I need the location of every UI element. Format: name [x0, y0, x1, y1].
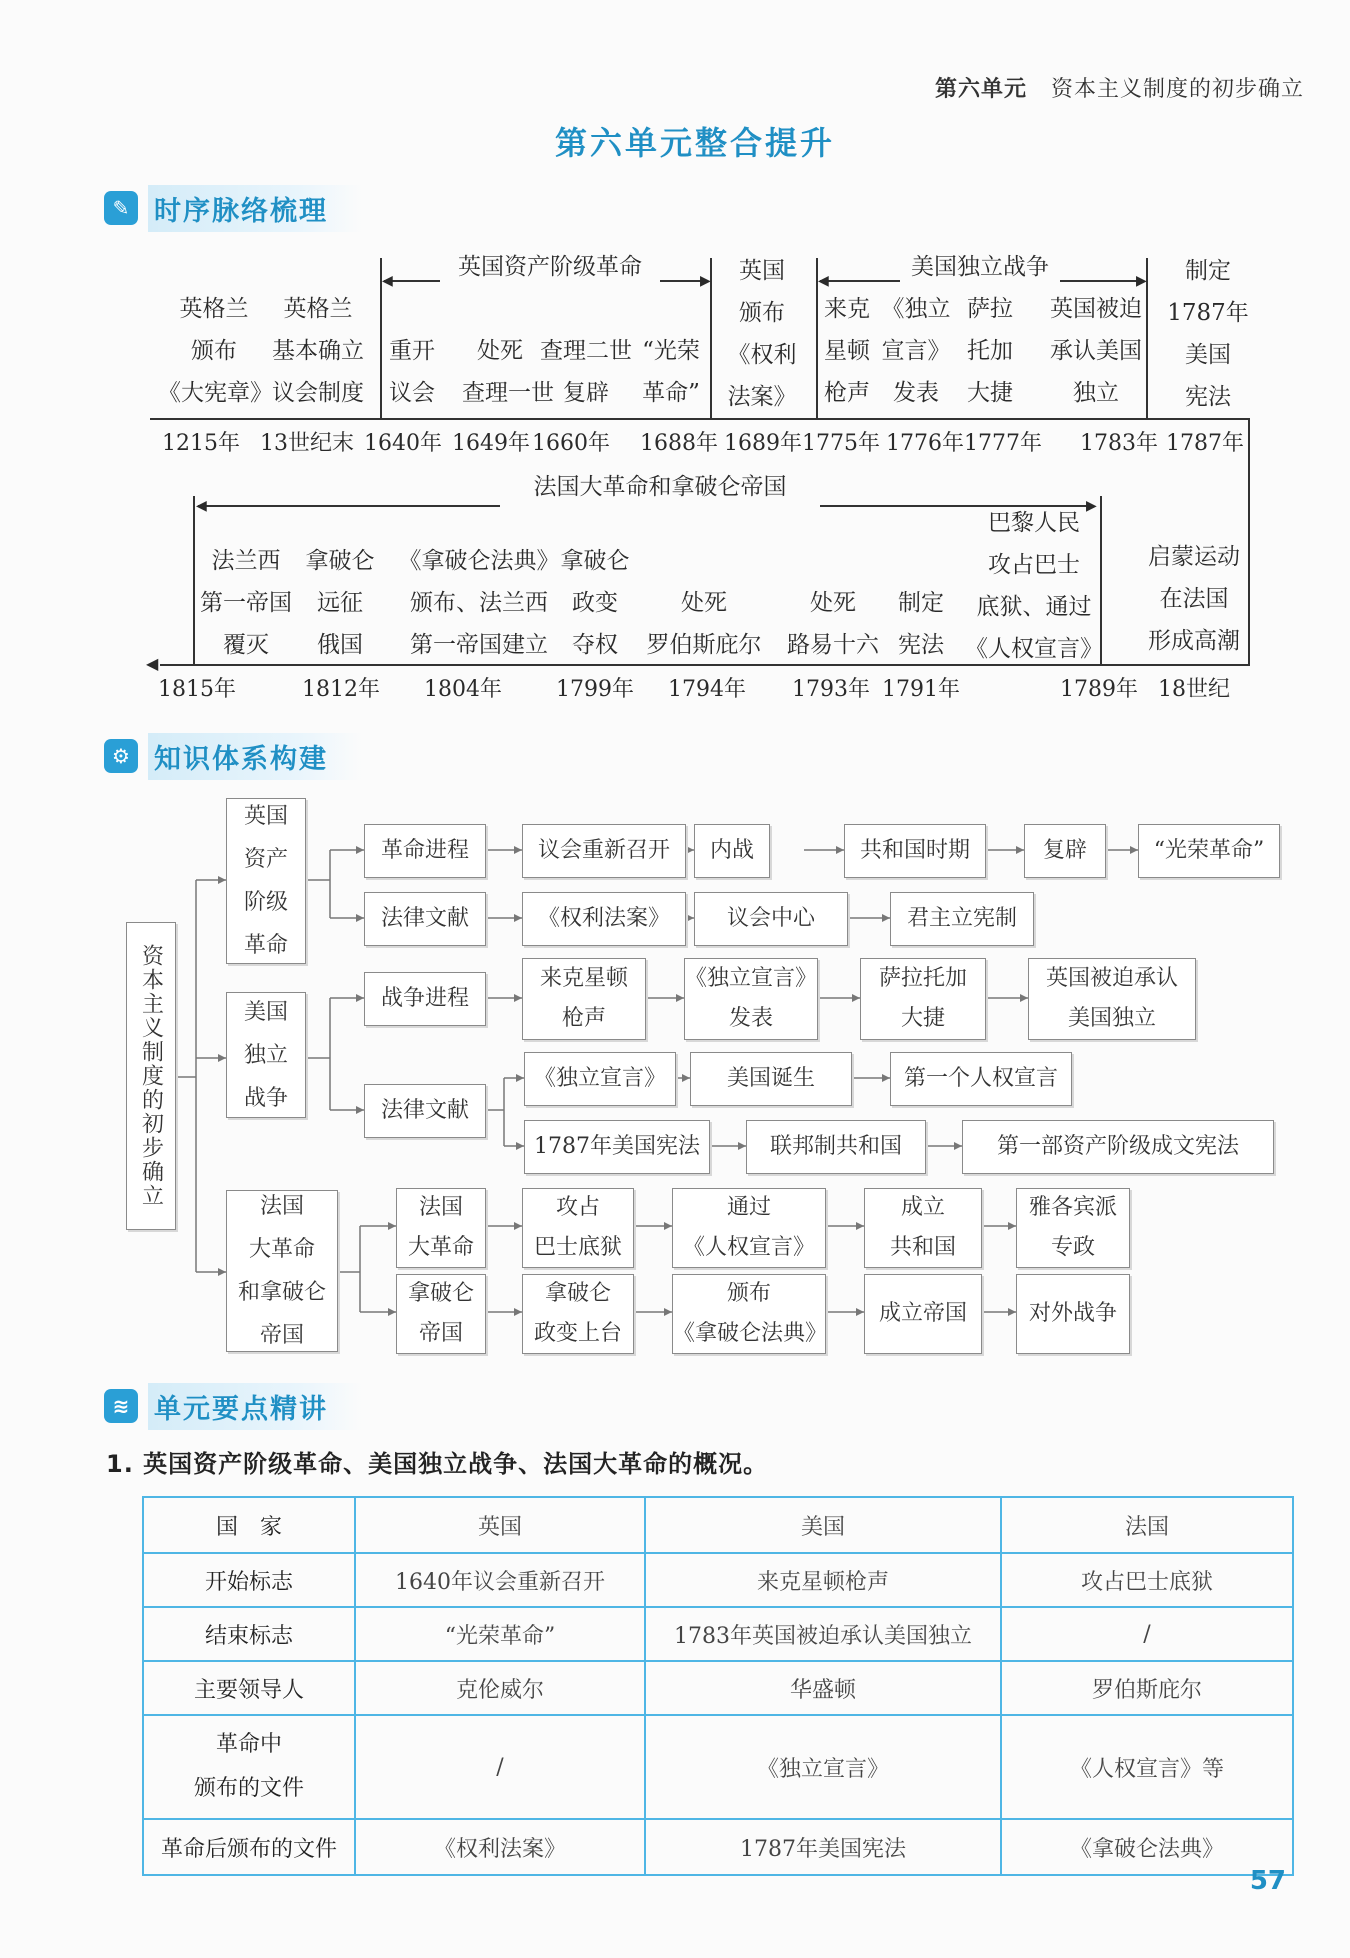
layers-icon: ≋ — [104, 1389, 138, 1423]
table-cell: 1640年议会重新召开 — [355, 1553, 645, 1607]
mindmap-node: 《独立宣言》 — [524, 1052, 676, 1106]
span-label-american: 美国独立战争 — [900, 246, 1060, 288]
timeline-event: 拿破仑 远征 俄国 — [305, 548, 375, 658]
mindmap-node — [860, 958, 986, 1040]
mindmap-node — [396, 1274, 486, 1354]
arrow-left-icon: ◀ — [382, 273, 393, 289]
table-cell: 华盛顿 — [645, 1661, 1001, 1715]
mindmap-fr — [226, 1190, 338, 1352]
table-row-label: 国 家 — [143, 1497, 355, 1553]
mindmap-node: 法律文献 — [364, 892, 486, 946]
arrow-right-icon: ▶ — [1086, 498, 1097, 514]
mindmap-node: 君主立宪制 — [890, 892, 1034, 946]
timeline-year: 1775年 — [802, 431, 880, 456]
timeline-year: 1812年 — [302, 677, 380, 702]
table-row — [143, 1715, 1293, 1819]
span-label-french: 法国大革命和拿破仑帝国 — [500, 466, 820, 508]
mindmap-node: 内战 — [694, 824, 770, 878]
mindmap-node: 法律文献 — [364, 1084, 486, 1138]
mindmap-node: 第一个人权宣言 — [890, 1052, 1072, 1106]
page-title: 第六单元整合提升 — [554, 124, 835, 162]
mindmap-node — [672, 1188, 826, 1268]
mindmap-uk — [226, 798, 306, 964]
table-row-label: 革命后颁布的文件 — [143, 1819, 355, 1875]
mindmap-node — [864, 1188, 982, 1268]
table-cell: 《人权宣言》等 — [1001, 1715, 1293, 1819]
timeline-event: 处死 罗伯斯庇尔 — [646, 590, 762, 658]
mindmap-node: 美国诞生 — [690, 1052, 852, 1106]
mindmap-node-text: 拿破仑 政变上台 — [533, 1281, 622, 1346]
table-cell: 法国 — [1001, 1497, 1293, 1553]
timeline-year: 13世纪末 — [260, 431, 354, 456]
mindmap-node-text: 攻占 巴士底狱 — [533, 1195, 622, 1260]
header-unit: 第六单元 — [934, 77, 1027, 102]
timeline-year: 1649年 — [452, 431, 530, 456]
mindmap-node-text: 英国被迫承认 美国独立 — [1045, 966, 1178, 1031]
timeline-year: 1689年 — [724, 431, 802, 456]
table-row-label: 结束标志 — [143, 1607, 355, 1661]
mindmap-node: 1787年美国宪法 — [524, 1120, 710, 1174]
timeline-event: 拿破仑 政变 夺权 — [560, 548, 630, 658]
mindmap-node — [672, 1274, 826, 1354]
mindmap-node — [1016, 1188, 1130, 1268]
timeline-year: 1804年 — [424, 677, 502, 702]
timeline-event: 制定 1787年 美国 宪法 — [1167, 258, 1249, 410]
timeline-year: 1640年 — [364, 431, 442, 456]
timeline-event: 查理二世 复辟 — [540, 338, 632, 406]
mindmap-node: “光荣革命” — [1138, 824, 1280, 878]
table-row-label: 主要领导人 — [143, 1661, 355, 1715]
timeline-event: 《拿破仑法典》 颁布、法兰西 第一帝国建立 — [398, 548, 560, 658]
arrow-right-icon: ▶ — [1136, 273, 1147, 289]
mindmap-node: 共和国时期 — [844, 824, 986, 878]
table-row — [143, 1553, 1293, 1607]
table-cell: 克伦威尔 — [355, 1661, 645, 1715]
table-row — [143, 1661, 1293, 1715]
table-cell: 罗伯斯庇尔 — [1001, 1661, 1293, 1715]
mindmap-node: 复辟 — [1024, 824, 1106, 878]
table-cell: 《拿破仑法典》 — [1001, 1819, 1293, 1875]
mindmap-fr-label: 法国 大革命 和拿破仑 帝国 — [237, 1194, 326, 1348]
span-label-english: 英国资产阶级革命 — [440, 246, 660, 288]
mindmap-node — [522, 1274, 634, 1354]
mindmap-node: 议会中心 — [694, 892, 848, 946]
table-cell: “光荣革命” — [355, 1607, 645, 1661]
table-cell: 英国 — [355, 1497, 645, 1553]
mindmap-node — [1028, 958, 1196, 1040]
mindmap-node: 第一部资产阶级成文宪法 — [962, 1120, 1274, 1174]
table-cell: 《独立宣言》 — [645, 1715, 1001, 1819]
mindmap-node: 议会重新召开 — [522, 824, 686, 878]
timeline-year: 18世纪 — [1158, 677, 1230, 702]
mindmap-us-label: 美国 独立 战争 — [243, 999, 288, 1111]
mindmap-node-text: 成立 共和国 — [889, 1195, 956, 1260]
timeline-year: 1789年 — [1060, 677, 1138, 702]
timeline-year: 1799年 — [556, 677, 634, 702]
timeline-event: “光荣 革命” — [642, 338, 700, 406]
timeline-event: 制定 宪法 — [898, 590, 944, 658]
page-number: 57 — [1249, 1866, 1286, 1896]
table-row-label: 革命中 颁布的文件 — [143, 1715, 355, 1819]
arrow-left-icon: ◀ — [196, 498, 207, 514]
timeline-year: 1793年 — [792, 677, 870, 702]
mindmap-us — [226, 992, 306, 1118]
timeline-event: 启蒙运动 在法国 形成高潮 — [1148, 544, 1240, 654]
mindmap-node-text: 颁布 《拿破仑法典》 — [673, 1281, 828, 1346]
mindmap-node: 战争进程 — [364, 972, 486, 1026]
table-cell: / — [1001, 1607, 1293, 1661]
mindmap-node-text: 法国 大革命 — [407, 1195, 474, 1260]
timeline-event: 英格兰 颁布 《大宪章》 — [158, 296, 273, 406]
timeline-year: 1660年 — [532, 431, 610, 456]
table-cell: 《权利法案》 — [355, 1819, 645, 1875]
mindmap-node: 革命进程 — [364, 824, 486, 878]
table-cell: 1783年英国被迫承认美国独立 — [645, 1607, 1001, 1661]
arrow-right-icon: ▶ — [700, 273, 711, 289]
table-cell: 1787年美国宪法 — [645, 1819, 1001, 1875]
timeline-event: 处死 路易十六 — [787, 590, 879, 658]
timeline-year: 1794年 — [668, 677, 746, 702]
timeline-event: 英国被迫 承认美国 独立 — [1050, 296, 1142, 406]
mindmap-node-text: 通过 《人权宣言》 — [682, 1195, 815, 1260]
mindmap-node-text: 《独立宣言》 发表 — [685, 966, 818, 1031]
mindmap-uk-label: 英国 资产 阶级 革命 — [243, 804, 288, 958]
table-header-row — [143, 1497, 1293, 1553]
timeline-event: 英国 颁布 《权利 法案》 — [727, 258, 797, 410]
header-unit-title: 资本主义制度的初步确立 — [1050, 77, 1304, 102]
table-cell: / — [355, 1715, 645, 1819]
section-timeline-label: 时序脉络梳理 — [148, 185, 362, 232]
timeline-year: 1791年 — [882, 677, 960, 702]
table-row — [143, 1607, 1293, 1661]
mindmap-node — [522, 958, 646, 1040]
timeline-event: 来克 星顿 枪声 — [824, 296, 870, 406]
table-cell: 美国 — [645, 1497, 1001, 1553]
arrow-left-icon: ◀ — [818, 273, 829, 289]
section-points-heading — [104, 1384, 362, 1428]
timeline-event: 《独立 宣言》 发表 — [881, 296, 951, 406]
table-cell: 攻占巴士底狱 — [1001, 1553, 1293, 1607]
summary-table — [142, 1496, 1294, 1876]
timeline-event: 巴黎人民 攻占巴士 底狱、通过 《人权宣言》 — [965, 510, 1103, 662]
mindmap-node-text: 拿破仑 帝国 — [407, 1281, 474, 1346]
timeline-icon: ✎ — [104, 191, 138, 225]
table-row — [143, 1819, 1293, 1875]
timeline-event: 英格兰 基本确立 议会制度 — [272, 296, 364, 406]
section-system-label: 知识体系构建 — [148, 733, 362, 780]
timeline-event: 萨拉 托加 大捷 — [967, 296, 1013, 406]
timeline-year: 1787年 — [1166, 431, 1244, 456]
mindmap-node: 成立帝国 — [864, 1274, 982, 1354]
network-icon: ⚙ — [104, 739, 138, 773]
timeline-year: 1815年 — [158, 677, 236, 702]
timeline-event: 法兰西 第一帝国 覆灭 — [200, 548, 292, 658]
timeline-event: 重开 议会 — [389, 338, 435, 406]
mindmap-node-text: 萨拉托加 大捷 — [878, 966, 967, 1031]
table-cell: 来克星顿枪声 — [645, 1553, 1001, 1607]
timeline-event: 处死 查理一世 — [462, 338, 554, 406]
mindmap-root: 资本主义制度的初步确立 — [126, 922, 176, 1230]
table-row-label: 开始标志 — [143, 1553, 355, 1607]
timeline-year: 1215年 — [162, 431, 240, 456]
mindmap-node: 《权利法案》 — [522, 892, 686, 946]
mindmap-node — [684, 958, 818, 1040]
point-title: 1. 英国资产阶级革命、美国独立战争、法国大革命的概况。 — [106, 1450, 769, 1478]
mindmap-node: 联邦制共和国 — [746, 1120, 926, 1174]
mindmap-node — [396, 1188, 486, 1268]
mindmap-node-text: 雅各宾派 专政 — [1028, 1195, 1117, 1260]
arrow-left-icon: ◀ — [146, 654, 159, 673]
mindmap-node — [522, 1188, 634, 1268]
mindmap-node-text: 来克星顿 枪声 — [539, 966, 628, 1031]
timeline-year: 1776年 — [886, 431, 964, 456]
mindmap-node: 对外战争 — [1016, 1274, 1130, 1354]
timeline-year: 1688年 — [640, 431, 718, 456]
timeline-year: 1783年 — [1080, 431, 1158, 456]
timeline-year: 1777年 — [964, 431, 1042, 456]
section-points-label: 单元要点精讲 — [148, 1383, 362, 1430]
